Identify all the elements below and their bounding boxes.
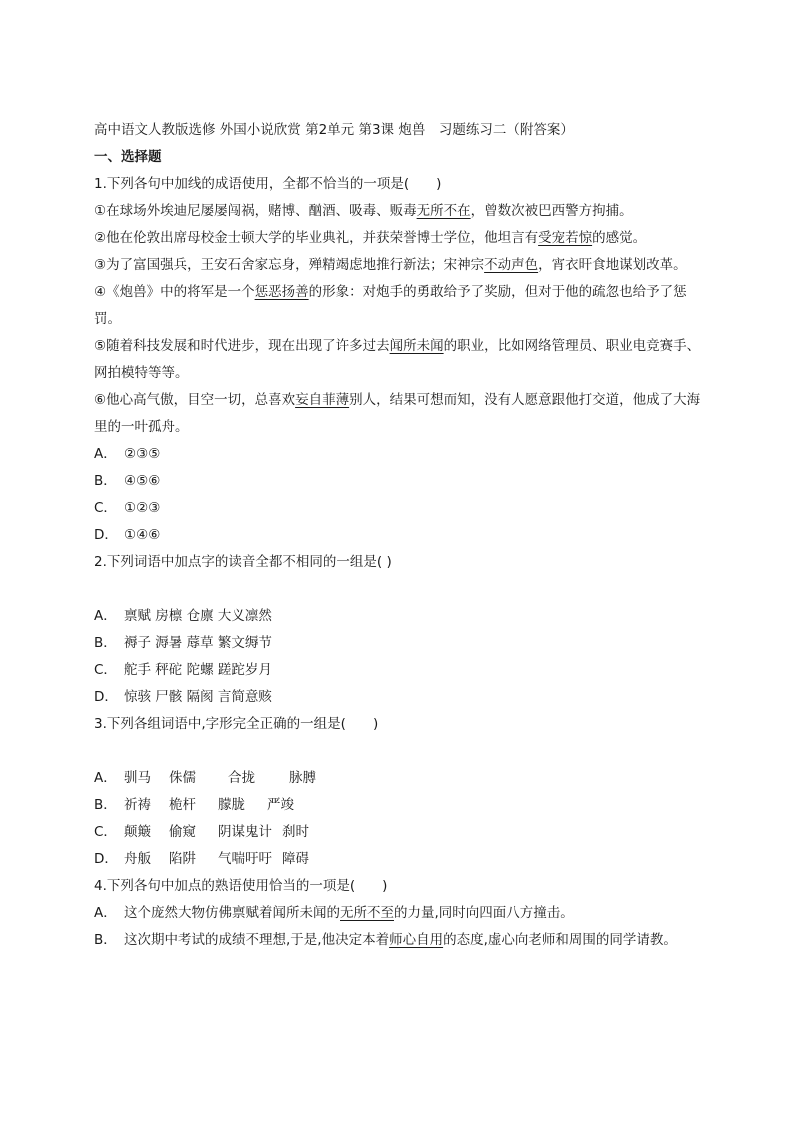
q1-s1-post: ，曾数次被巴西警方拘捕。 <box>470 203 633 219</box>
q3-option-a <box>94 765 704 792</box>
q1-s3-idiom: 不动声色 <box>484 257 539 273</box>
q1-sentence-2 <box>94 225 704 252</box>
q1-s6-post: 别人，结果可想而知，没有人愿意跟他打交道，他成了大海里的一叶孤舟。 <box>94 392 701 435</box>
option-label: A． <box>94 905 117 921</box>
document-title: 高中语文人教版选修 外国小说欣赏 第2单元 第3课 炮兽 习题练习二（附答案） <box>94 122 574 138</box>
option-word: 朦胧 <box>218 797 245 813</box>
option-text: ②③⑤ <box>124 446 161 462</box>
q3-option-b <box>94 792 704 819</box>
q1-s2-pre: ②他在伦敦出席母校金士顿大学的毕业典礼，并获荣誉博士学位，他坦言有 <box>94 230 539 246</box>
question-2-stem: 2.下列词语中加点字的读音全都不相同的一组是( ) <box>94 554 392 570</box>
option-label: A． <box>94 608 117 624</box>
question-3-stem: 3.下列各组词语中,字形完全正确的一组是( ) <box>94 716 379 732</box>
q2-option-c <box>94 657 704 684</box>
option-text: ①④⑥ <box>124 527 161 543</box>
question-4-stem: 4.下列各句中加点的熟语使用恰当的一项是( ) <box>94 878 388 894</box>
option-word: 障碍 <box>282 851 309 867</box>
document-body <box>94 117 704 954</box>
q1-sentence-6 <box>94 387 704 441</box>
section-heading: 一、选择题 <box>94 149 162 165</box>
q1-option-a <box>94 441 704 468</box>
q4-option-b <box>94 927 704 954</box>
option-label: D． <box>94 527 118 543</box>
option-label: C． <box>94 500 117 516</box>
option-word: 侏儒 <box>169 770 196 786</box>
q1-option-d <box>94 522 704 549</box>
option-text: ④⑤⑥ <box>124 473 161 489</box>
q1-s3-pre: ③为了富国强兵，王安石舍家忘身，殚精竭虑地推行新法；宋神宗 <box>94 257 485 273</box>
q1-s5-post: 的职业，比如网络管理员、职业电竞赛手、网拍模特等等。 <box>94 338 701 381</box>
q1-s6-pre: ⑥他心高气傲，目空一切，总喜欢 <box>94 392 296 408</box>
q1-s4-pre: ④《炮兽》中的将军是一个 <box>94 284 255 300</box>
spacer <box>94 738 704 765</box>
option-text: 褥子 溽暑 蓐草 繁文缛节 <box>124 635 272 651</box>
q4-a-pre: 这个庞然大物仿佛禀赋着闻所未闻的 <box>124 905 340 921</box>
q1-option-b <box>94 468 704 495</box>
q1-sentence-4 <box>94 279 704 333</box>
option-word: 祈祷 <box>124 797 151 813</box>
q1-s6-idiom: 妄自菲薄 <box>295 392 350 408</box>
q1-s2-idiom: 受宠若惊 <box>538 230 593 246</box>
q2-option-b <box>94 630 704 657</box>
q1-s4-idiom: 惩恶扬善 <box>254 284 309 300</box>
option-word: 脉膊 <box>289 770 316 786</box>
q2-option-a <box>94 603 704 630</box>
q1-s5-pre: ⑤随着科技发展和时代进步，现在出现了许多过去 <box>94 338 390 354</box>
option-word: 阴谋鬼计 <box>218 824 272 840</box>
q1-sentence-5 <box>94 333 704 387</box>
option-word: 严竣 <box>267 797 294 813</box>
q4-b-idiom: 师心自用 <box>389 932 444 948</box>
q4-b-pre: 这次期中考试的成绩不理想,于是,他决定本着 <box>124 932 390 948</box>
option-text: ①②③ <box>124 500 161 516</box>
option-word: 陷阱 <box>169 851 196 867</box>
option-text: 禀赋 房檩 仓廪 大义凛然 <box>124 608 272 624</box>
q1-sentence-3 <box>94 252 704 279</box>
q4-a-post: 的力量,同时向四面八方撞击。 <box>394 905 574 921</box>
option-label: D． <box>94 689 118 705</box>
q3-option-c <box>94 819 704 846</box>
spacer <box>94 576 704 603</box>
option-word: 刹时 <box>282 824 309 840</box>
q1-sentence-1 <box>94 198 704 225</box>
option-label: C． <box>94 662 117 678</box>
q1-s4-post: 的形象：对炮手的勇敢给予了奖励，但对于他的疏忽也给予了惩罚。 <box>94 284 687 327</box>
option-text: 惊骇 尸骸 隔阂 言简意赅 <box>124 689 272 705</box>
option-label: A． <box>94 446 117 462</box>
option-label: A． <box>94 770 117 786</box>
q1-s2-post: 的感觉。 <box>592 230 647 246</box>
q1-option-c <box>94 495 704 522</box>
option-label: B． <box>94 635 117 651</box>
option-word: 偷窥 <box>169 824 196 840</box>
option-text: 舵手 秤砣 陀螺 蹉跎岁月 <box>124 662 272 678</box>
option-word: 舟舨 <box>124 851 151 867</box>
q1-s5-idiom: 闻所未闻 <box>389 338 444 354</box>
option-label: C． <box>94 824 117 840</box>
q2-option-d <box>94 684 704 711</box>
option-label: B． <box>94 473 117 489</box>
option-label: D． <box>94 851 118 867</box>
option-label: B． <box>94 797 117 813</box>
q1-s1-idiom: 无所不在 <box>416 203 471 219</box>
option-word: 合拢 <box>228 770 255 786</box>
option-word: 颠簸 <box>124 824 151 840</box>
q4-a-idiom: 无所不至 <box>340 905 394 921</box>
q1-s3-post: ，宵衣旰食地谋划改革。 <box>538 257 687 273</box>
q4-b-post: 的态度,虚心向老师和周围的同学请教。 <box>443 932 677 948</box>
q3-option-d <box>94 846 704 873</box>
option-label: B． <box>94 932 117 948</box>
q4-option-a <box>94 900 704 927</box>
option-word: 气喘吁吁 <box>218 851 272 867</box>
question-1-stem: 1.下列各句中加线的成语使用，全都不恰当的一项是( ) <box>94 176 442 192</box>
option-word: 驯马 <box>124 770 151 786</box>
q1-s1-pre: ①在球场外埃迪尼屡屡闯祸，赌博、酗酒、吸毒、贩毒 <box>94 203 417 219</box>
option-word: 桅杆 <box>169 797 196 813</box>
